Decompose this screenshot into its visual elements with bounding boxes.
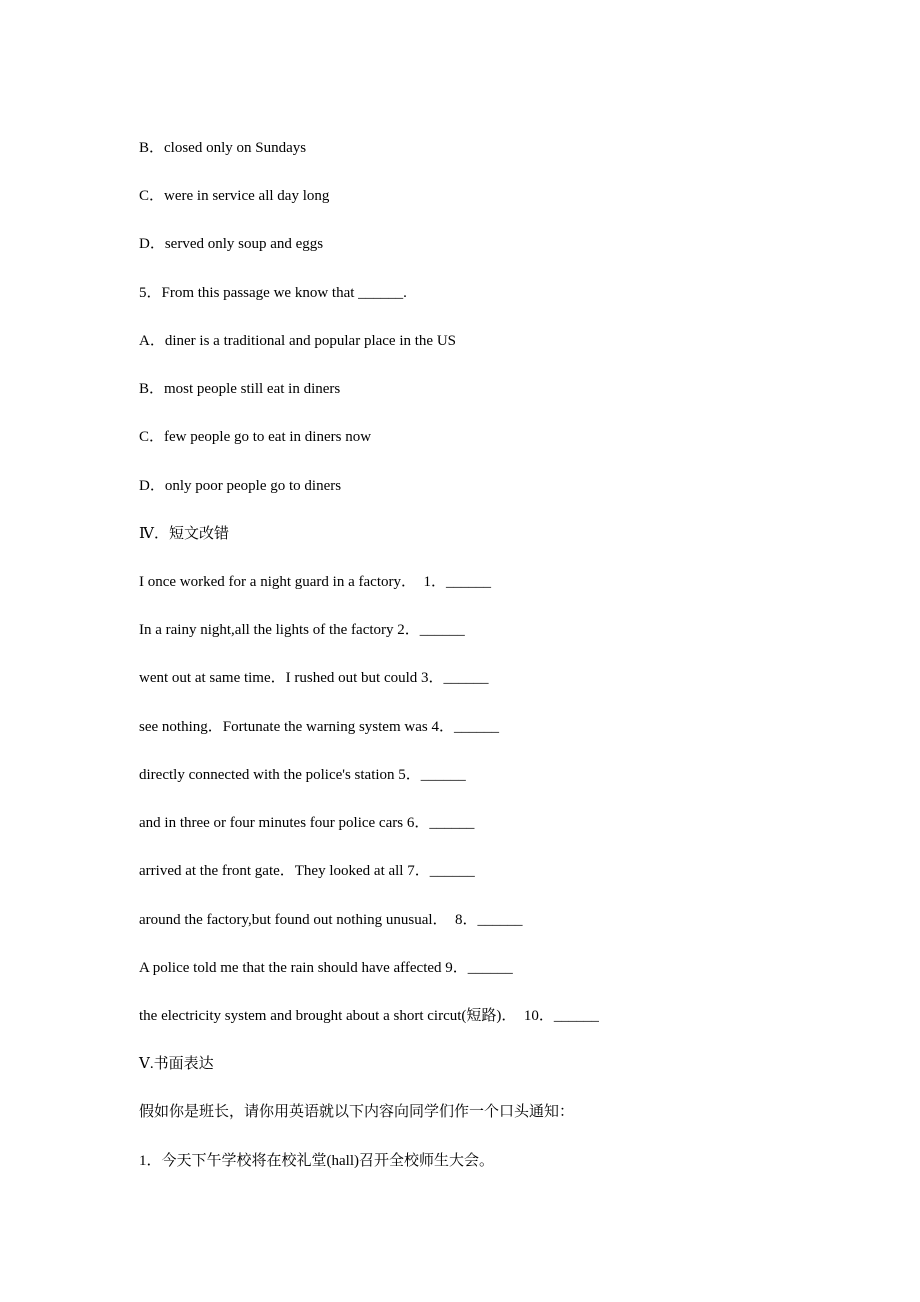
option-5d: D．only poor people go to diners	[139, 478, 342, 494]
correction-line-10: the electricity system and brought about a short circut(短路)． 10．______	[139, 1008, 599, 1024]
correction-line-2: In a rainy night,all the lights of the factory 2．______	[139, 622, 465, 638]
section-iv-heading: Ⅳ．短文改错	[139, 526, 229, 542]
correction-line-1: I once worked for a night guard in a factory． 1．______	[139, 574, 491, 590]
option-4c: C．were in service all day long	[139, 188, 330, 204]
writing-point-1: 1．今天下午学校将在校礼堂(hall)召开全校师生大会。	[139, 1153, 494, 1169]
option-5a: A．diner is a traditional and popular place in the US	[139, 333, 456, 349]
option-4b: B．closed only on Sundays	[139, 140, 307, 156]
section-v-heading: Ⅴ.书面表达	[139, 1056, 214, 1072]
correction-line-7: arrived at the front gate．They looked at all 7．______	[139, 863, 475, 879]
correction-line-9: A police told me that the rain should have affected 9．______	[139, 960, 513, 976]
correction-line-5: directly connected with the police's station 5．______	[139, 767, 466, 783]
correction-line-6: and in three or four minutes four police cars 6．______	[139, 815, 475, 831]
correction-line-8: around the factory,but found out nothing unusual． 8．______	[139, 912, 523, 928]
correction-line-4: see nothing．Fortunate the warning system was 4．______	[139, 719, 499, 735]
option-4d: D．served only soup and eggs	[139, 236, 324, 252]
option-5c: C．few people go to eat in diners now	[139, 429, 372, 445]
question-5: 5．From this passage we know that ______.	[139, 285, 407, 301]
option-5b: B．most people still eat in diners	[139, 381, 341, 397]
writing-prompt: 假如你是班长，请你用英语就以下内容向同学们作一个口头通知：	[139, 1104, 575, 1120]
correction-line-3: went out at same time．I rushed out but could 3．______	[139, 670, 489, 686]
